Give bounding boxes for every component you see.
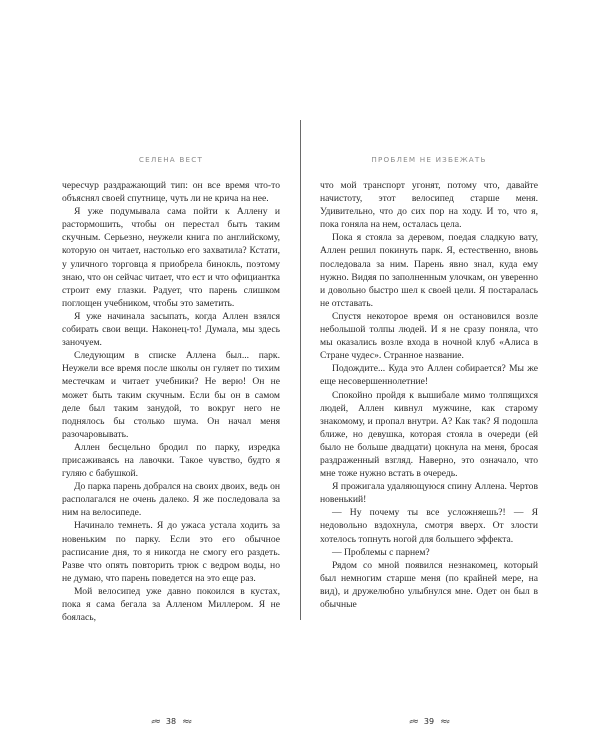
paragraph: что мой транспорт угонят, потому что, давайте начистоту, этот велосипед старше меня. Удивительно, что до сих пор на ходу. И то, что я, пока гоняла на нем, осталась цела. xyxy=(320,180,538,231)
paragraph: Спустя некоторое время он остановился возле небольшой толпы людей. И я не сразу поняла, что мы оказались возле входа в ночной клуб «Алиса в Стране чудес». Странное название. xyxy=(320,310,538,362)
page-gutter xyxy=(300,120,301,620)
paragraph: чересчур раздражающий тип: он все время что-то объяснял своей спутнице, чуть ли не крича на нее. xyxy=(62,180,280,205)
ornament-left-icon: ⸗≈ xyxy=(151,717,160,727)
left-page xyxy=(62,155,280,727)
paragraph: Начинало темнеть. Я до ужаса устала ходить за новеньким по парку. Если это его обычное расписание дня, то я никогда не смогу его раздеть. Разве что опять повторить трюк с ведром воды, но не думаю, что парень поведется на это еще раз. xyxy=(62,520,280,584)
paragraph: Я уже начинала засыпать, когда Аллен взялся собирать свои вещи. Наконец-то! Думала, мы здесь заночуем. xyxy=(62,310,280,349)
page-number-value: 38 xyxy=(165,717,177,726)
ornament-left-icon: ⸗≈ xyxy=(409,717,418,727)
running-head: ПРОБЛЕМ НЕ ИЗБЕЖАТЬ xyxy=(371,155,487,164)
paragraph: Подождите... Куда это Аллен собирается? Мы же еще несовершеннолетние! xyxy=(320,363,538,388)
page-number xyxy=(62,716,280,727)
page-number-value: 39 xyxy=(423,717,435,726)
ornament-right-icon: ≈⸗ xyxy=(440,717,449,727)
paragraph: Пока я стояла за деревом, поедая сладкую вату, Аллен решил покинуть парк. Я, естественно, вновь последовала за ним. Парень явно знал, куда ему нужно. Видяя по заполненным улочкам, он уверенно и довольно быстро шел к своей цели. Я постаралась не отставать. xyxy=(320,232,538,309)
paragraph: Мой велосипед уже давно покоился в кустах, пока я сама бегала за Алленом Миллером. Я не боялась, xyxy=(62,585,280,624)
paragraph: Рядом со мной появился незнакомец, который был немногим старше меня (по крайней мере, на вид), и дружелюбно улыбнулся мне. Одет он был в обычные xyxy=(320,559,538,610)
paragraph: — Проблемы с парнем? xyxy=(332,546,430,558)
paragraph: Я уже подумывала сама пойти к Аллену и растормошить, чтобы он перестал быть таким скучным. Серьезно, неужели книга по английскому, которую он читает, настолько его захватила? Кстати, у уличного торговца я приобрела бинокль, поэтому знаю, что он сейчас читает, что ест и что официантка строит ему глазки. Радует, что парень слишком поглощен учебником, чтобы это заметить. xyxy=(62,206,280,309)
paragraph: До парка парень добрался на своих двоих, ведь он располагался не очень далеко. Я же последовала за ним на велосипеде. xyxy=(62,481,280,519)
page-number xyxy=(320,716,538,727)
page-body xyxy=(62,179,280,624)
running-head: СЕЛЕНА ВЕСТ xyxy=(138,155,204,164)
ornament-right-icon: ≈⸗ xyxy=(182,717,191,727)
paragraph: Спокойно пройдя к вышибале мимо толпящихся людей, Аллен кивнул мужчине, как старому знакомому, и пропал внутри. А? Как так? Я подошла ближе, но девушка, которая стояла в очереди (ей было не больше двадцати) цокнула на меня, бросая раздраженный взгляд. Наверно, это означало, что мне тоже нужно встать в очередь. xyxy=(320,389,538,480)
paragraph: — Ну почему ты все усложняешь?! — Я недовольно вздохнула, смотря вверх. От злости хотелось топнуть ногой для большего эффекта. xyxy=(320,507,538,545)
right-page xyxy=(320,155,538,727)
paragraph: Следующим в списке Аллена был... парк. Неужели все время после школы он гуляет по тихим местечкам и читает учебники? Не верю! Он не может быть таким скучным. Если бы он в самом деле был таким занудой, то вокруг него не поднялось бы столько шума. Он начал меня разочаровывать. xyxy=(62,350,280,440)
page-body xyxy=(320,179,538,611)
paragraph: Я прожигала удаляющуюся спину Аллена. Чертов новенький! xyxy=(320,481,538,506)
paragraph: Аллен бесцельно бродил по парку, изредка присаживаясь на лавочки. Такое чувство, будто я гуляю с бабушкой. xyxy=(62,441,280,480)
